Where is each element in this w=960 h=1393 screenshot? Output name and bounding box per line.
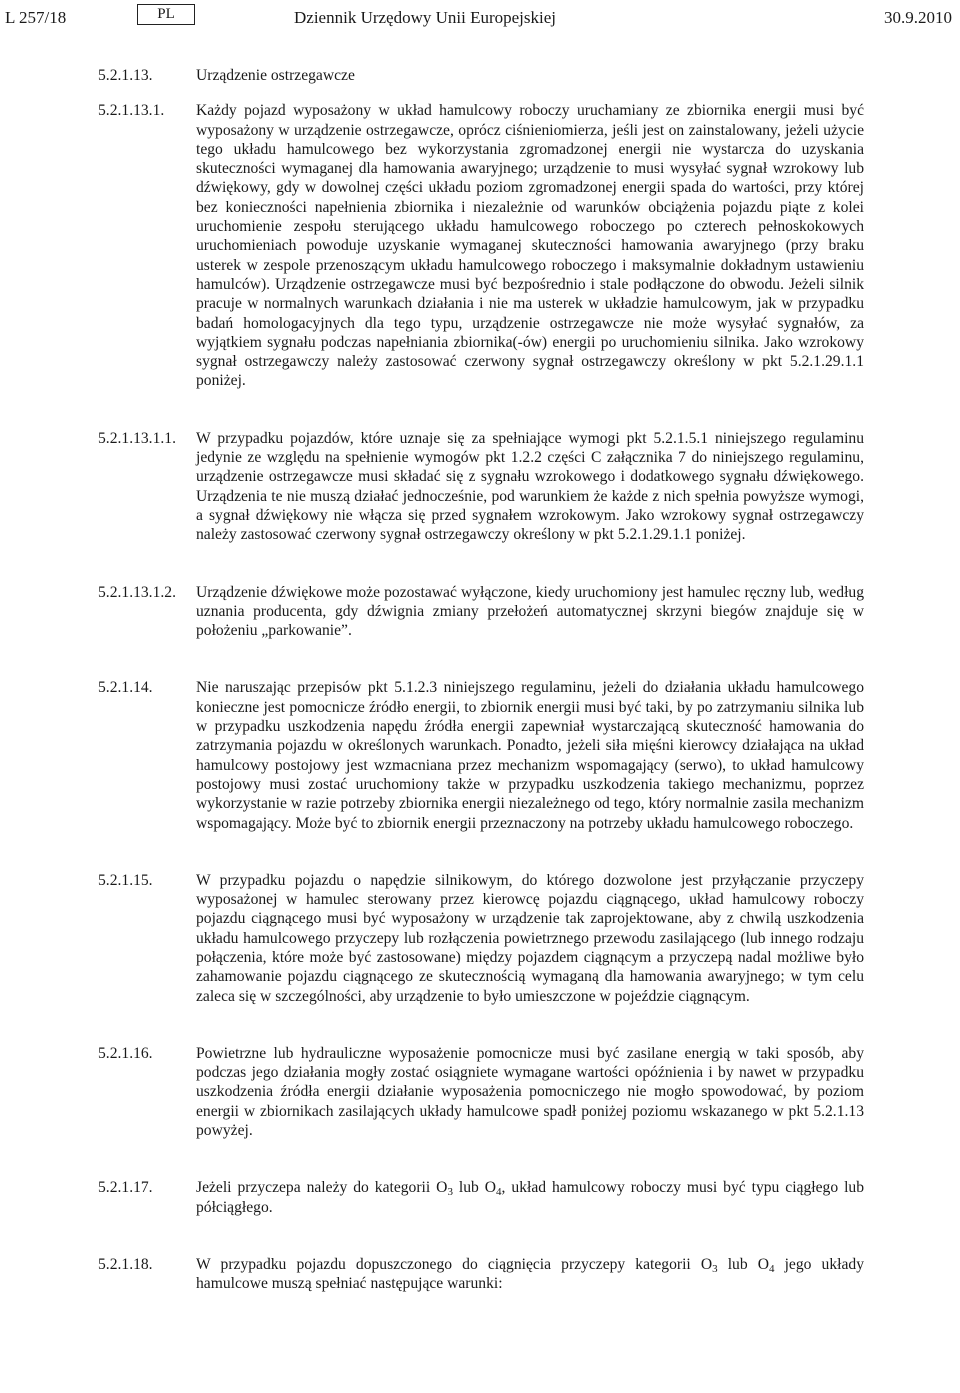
subscript: 3 — [712, 1262, 718, 1275]
clause-text: Urządzenie ostrzegawcze — [196, 67, 355, 84]
clause-number: 5.2.1.17. — [98, 1179, 153, 1197]
clause-number: 5.2.1.13.1.2. — [98, 583, 176, 601]
clause-number: 5.2.1.13.1. — [98, 102, 165, 120]
clause — [98, 101, 864, 390]
clause-text-part: lub O — [717, 1255, 769, 1273]
clause-text-part: jego układy hamulcowe muszą spełniać następujące warunki: — [196, 1255, 864, 1293]
clause-number: 5.2.1.18. — [98, 1255, 153, 1273]
clause — [98, 1178, 864, 1217]
language-badge: PL — [137, 4, 195, 25]
clause-text: W przypadku pojazdów, które uznaje się za spełniające wymogi pkt 5.2.1.5.1 niniejszego regulaminu jedynie ze względu na spełnienie wymogów pkt 1.2.2 części C załącznika 7 do niniejszego regulaminu, urządzenie ostrzegawcze musi składać się z sygnału wzrokowego i dodatkowego sygnału dźwiękowego. Urządzenia te nie muszą działać jednocześnie, pod warunkiem że każde z nich spełnia powyższe wymogi, a sygnał dźwiękowy nie włącza się przed sygnałem wzrokowym. Jako wzrokowy sygnał ostrzegawczy należy zastosować czerwony sygnał ostrzegawczy określony w pkt 5.2.1.29.1.1 poniżej. — [196, 429, 864, 544]
publication-date: 30.9.2010 — [884, 8, 952, 27]
clause — [98, 678, 864, 832]
journal-title: Dziennik Urzędowy Unii Europejskiej — [294, 8, 557, 27]
clause-text: Każdy pojazd wyposażony w układ hamulcowy roboczy uruchamiany ze zbiornika energii musi być wyposażony w urządzenie ostrzegawcze, oprócz ciśnieniomierza, jeśli jest on zainstalowany, jeżeli użycie tego układu hamulcowego bez wykorzystania zgromadzonej energii nie wystarcza do uzyskania skuteczności wymaganej dla hamowania awaryjnego; urządzenie to musi wysyłać sygnał wzrokowy lub dźwiękowy, gdy w dowolnej części układu poziom zgromadzonej energii spada do wartości, przy której bez konieczności napełnienia zbiornika i niezależnie od warunków obciążenia pojazdu piąte z kolei uruchomienie zespołu sterującego układu hamulcowego roboczego po czterech pełnoskokowych uruchomieniach powoduje uzyskanie wymaganej skuteczności hamowania awaryjnego (przy braku usterek w zespole przenoszącym układu hamulcowego roboczego i maksymalnie dokładnym ustawieniu hamulców). Urządzenie ostrzegawcze musi być bezpośrednio i stale podłączone do obwodu. Jeżeli silnik pracuje w normalnych warunkach działania i nie ma usterek w układzie hamulcowym, jak w przypadku badań homologacyjnych dla tego typu, urządzenie ostrzegawcze nie może wysyłać sygnałów, za wyjątkiem sygnału podczas napełniania zbiornika(-ów) energii po uruchomieniu silnika. Jako wzrokowy sygnał ostrzegawczy należy zastosować czerwony sygnał ostrzegawczy określony w pkt 5.2.1.29.1.1 poniżej. — [196, 102, 864, 390]
clause-text — [196, 1178, 864, 1217]
subscript: 4 — [769, 1262, 775, 1275]
document-body — [98, 66, 864, 1294]
clause — [98, 1044, 864, 1140]
clause-heading — [98, 66, 864, 85]
clause-number: 5.2.1.14. — [98, 679, 153, 697]
clause — [98, 871, 864, 1006]
clause-number: 5.2.1.13. — [98, 67, 153, 84]
journal-reference: L 257/18 — [5, 8, 67, 27]
subscript: 4 — [496, 1186, 502, 1199]
clause-text-part: Jeżeli przyczepa należy do kategorii O — [196, 1179, 448, 1197]
clause-text — [196, 1255, 864, 1294]
clause-text-part: , układ hamulcowy roboczy musi być typu ciągłego lub półciągłego. — [196, 1179, 865, 1216]
clause-text: W przypadku pojazdu o napędzie silnikowym, do którego dozwolone jest przyłączanie przyczepy wyposażonej w hamulec sterowany przez kierowcę pojazdu ciągnącego, układ hamulcowy roboczy pojazdu ciągnącego musi być wyposażony w urządzenie tak zaprojektowane, aby z chwilą uszkodzenia układu hamulcowego przyczepy lub rozłączenia powietrznego przewodu zasilającego (lub innego rodzaju połączenia, które może być zastosowane) między pojazdem ciągnącym a przyczepą nadal możliwe było zahamowanie pojazdu ciągnącego ze skutecznością wymaganą dla hamowania awaryjnego; w tym celu zaleca się w szczególności, aby urządzenie to było umieszczone w pojeździe ciągnącym. — [196, 871, 864, 1005]
clause-text-part: lub O — [452, 1179, 497, 1197]
clause-number: 5.2.1.16. — [98, 1044, 153, 1062]
clause-text: Urządzenie dźwiękowe może pozostawać wyłączone, kiedy uruchomiony jest hamulec ręczny lub, według uznania producenta, gdy dźwignia zmiany przełożeń automatycznej skrzyni biegów znajduje się w położeniu „parkowanie”. — [196, 583, 864, 640]
subscript: 3 — [447, 1186, 453, 1199]
clause-text-part: W przypadku pojazdu dopuszczonego do ciągnięcia przyczepy kategorii O — [196, 1255, 713, 1273]
clause-text: Nie naruszając przepisów pkt 5.1.2.3 niniejszego regulaminu, jeżeli do działania układu hamulcowego konieczne jest pomocnicze źródło energii, to zbiornik energii musi być taki, by po zatrzymaniu silnika lub w przypadku uszkodzenia napędu źródła energii zapewniał wystarczającą skuteczność hamowania do zatrzymania pojazdu w określonych warunkach. Ponadto, jeżeli siła mięśni kierowcy działająca na układ hamulcowy postojowy jest wzmacniana przez mechanizm wspomagający (serwo), to układ hamulcowy postojowy musi zostać uruchomiony także w przypadku uszkodzenia takiego mechanizmu, poprzez wykorzystanie w razie potrzeby zbiornika energii niezależnego od tego, który normalnie zasila mechanizm wspomagający. Może być to zbiornik energii przeznaczony na potrzeby układu hamulcowego roboczego. — [196, 679, 864, 832]
clause — [98, 1255, 864, 1294]
page-header — [2, 4, 958, 32]
clause — [98, 583, 864, 641]
clause-text: Powietrzne lub hydrauliczne wyposażenie pomocnicze musi być zasilane energią w taki sposób, aby podczas jego działania mogły zostać osiągniete wymagane wartości opóźnienia i by nawet w przypadku uszkodzenia źródła energii działanie wyposażenia pomocniczego nie mogło spowodować, by poziom energii w zbiornikach zasilających układy hamulcowe spadł poniżej poziomu wskazanego w pkt 5.2.1.13 powyżej. — [196, 1044, 864, 1140]
clause-number: 5.2.1.15. — [98, 871, 153, 889]
clause — [98, 429, 864, 545]
clause-number: 5.2.1.13.1.1. — [98, 429, 176, 447]
